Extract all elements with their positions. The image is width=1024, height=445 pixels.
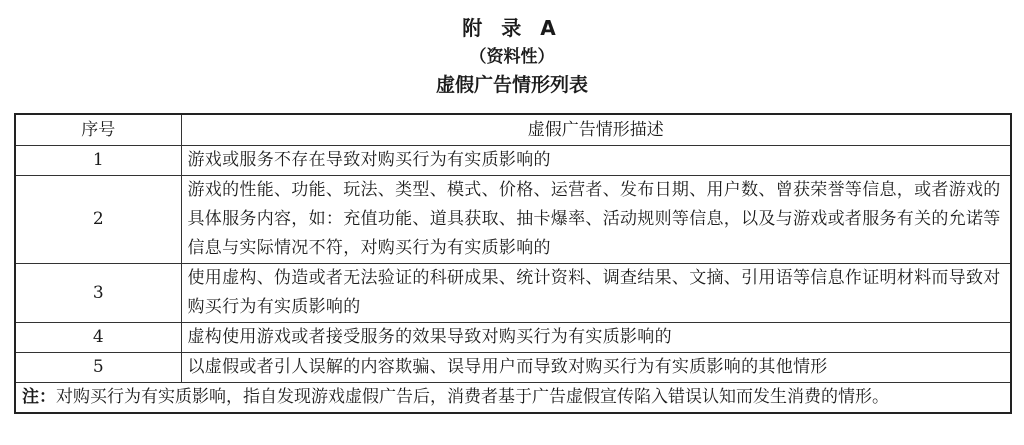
column-header-desc: 虚假广告情形描述 [181, 114, 1011, 146]
row-number: 1 [15, 146, 181, 176]
row-number: 2 [15, 176, 181, 264]
table-row [15, 176, 1011, 264]
row-number: 3 [15, 264, 181, 323]
appendix-label: 附 录 A [462, 16, 562, 40]
false-ad-table [14, 113, 1012, 414]
note-text: 对购买行为有实质影响，指自发现游戏虚假广告后，消费者基于广告虚假宣传陷入错误认知而发生消费的情形。 [56, 387, 889, 407]
row-description: 游戏的性能、功能、玩法、类型、模式、价格、运营者、发布日期、用户数、曾获荣誉等信息，或者游戏的具体服务内容，如：充值功能、道具获取、抽卡爆率、活动规则等信息，以及与游戏或者服务有关的允诺等信息与实际情况不符，对购买行为有实质影响的 [181, 176, 1011, 264]
table-row [15, 146, 1011, 176]
table-row [15, 353, 1011, 383]
row-description: 虚构使用游戏或者接受服务的效果导致对购买行为有实质影响的 [181, 323, 1011, 353]
column-header-no: 序号 [15, 114, 181, 146]
table-row [15, 264, 1011, 323]
row-description: 游戏或服务不存在导致对购买行为有实质影响的 [181, 146, 1011, 176]
appendix-title: 虚假广告情形列表 [435, 74, 588, 96]
row-description: 使用虚构、伪造或者无法验证的科研成果、统计资料、调查结果、文摘、引用语等信息作证明材料而导致对购买行为有实质影响的 [181, 264, 1011, 323]
row-number: 5 [15, 353, 181, 383]
appendix-nature: （资料性） [469, 47, 555, 67]
table-header-row [15, 114, 1011, 146]
table-note [15, 383, 1011, 414]
row-description: 以虚假或者引人误解的内容欺骗、误导用户而导致对购买行为有实质影响的其他情形 [181, 353, 1011, 383]
note-label: 注： [22, 387, 56, 407]
row-number: 4 [15, 323, 181, 353]
table-row [15, 323, 1011, 353]
table-note-row [15, 383, 1011, 414]
